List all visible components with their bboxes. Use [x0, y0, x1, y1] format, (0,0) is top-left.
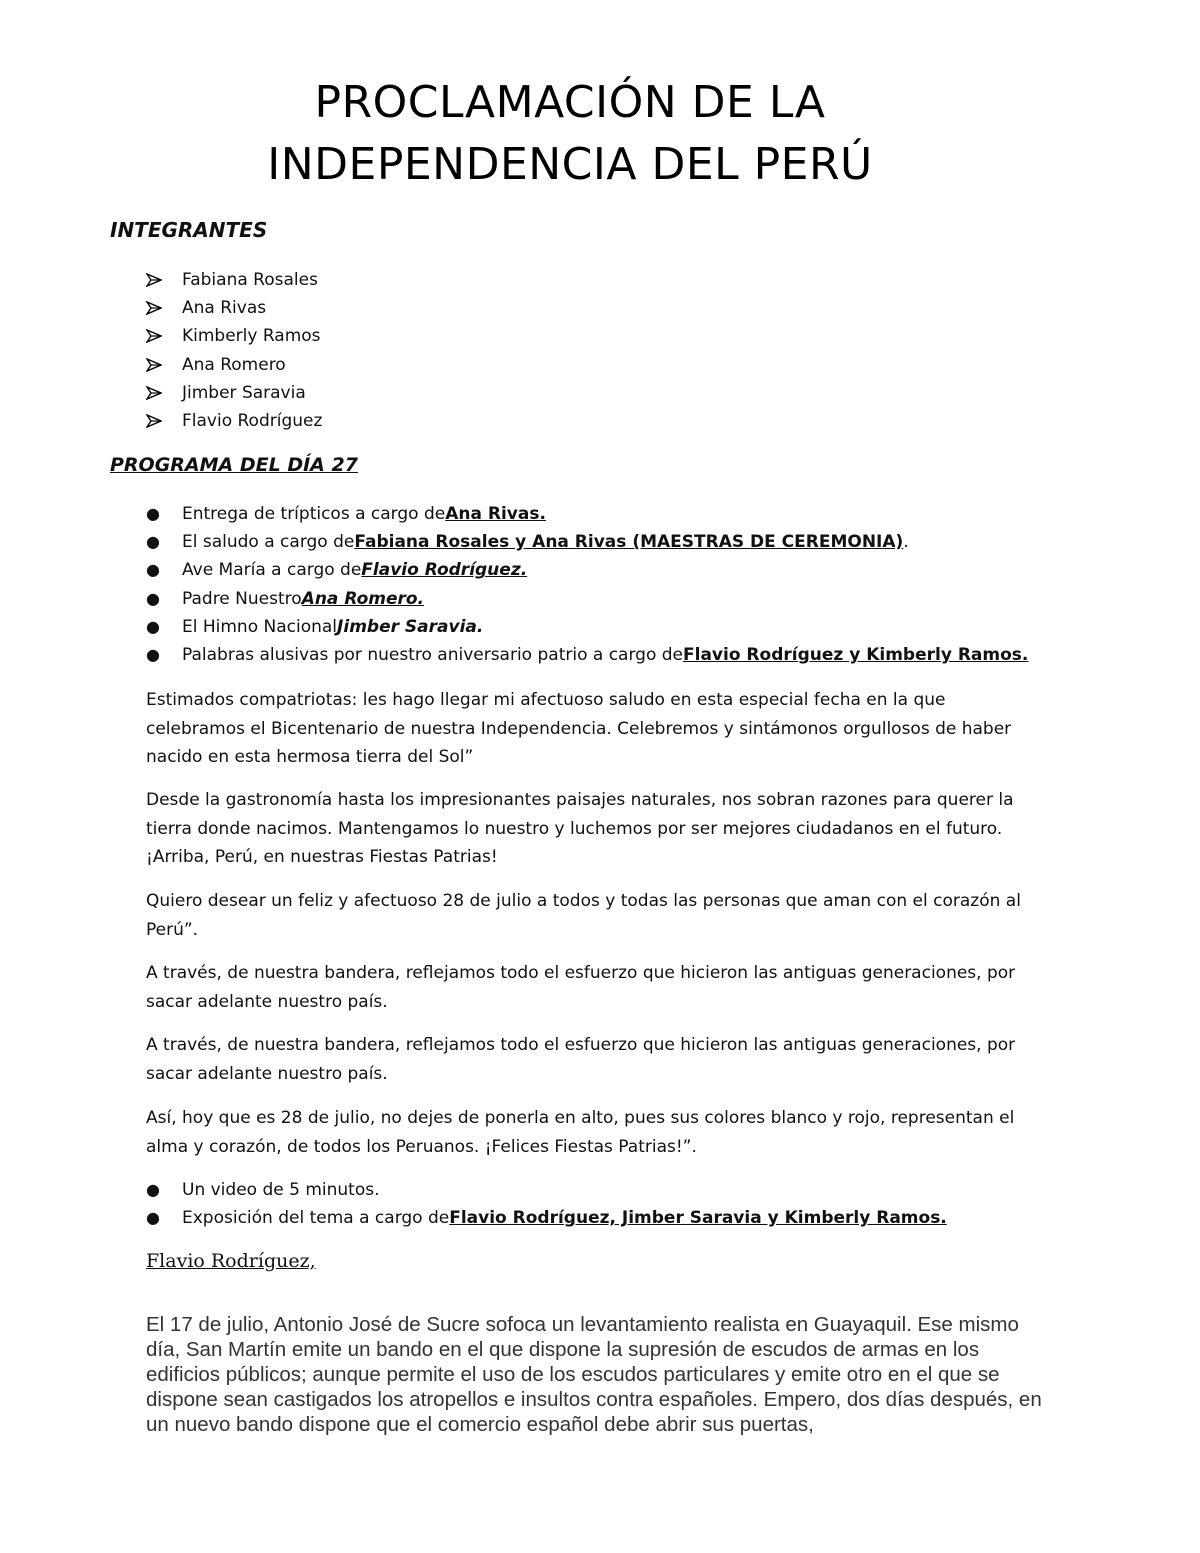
list-item: [146, 407, 322, 435]
member-name: Ana Romero: [182, 354, 286, 375]
arrow-bullet-icon: [146, 414, 182, 428]
item-text: Padre Nuestro: [182, 588, 302, 609]
extra-list: [146, 1176, 947, 1232]
list-item: [146, 528, 1028, 556]
item-text: Ave María a cargo de: [182, 560, 362, 581]
flavio-heading: Flavio Rodríguez,: [146, 1250, 316, 1272]
list-item: [146, 641, 1028, 669]
item-responsible: Flavio Rodríguez y Kimberly Ramos.: [683, 645, 1029, 666]
members-list: [146, 266, 322, 435]
arrow-bullet-icon: [146, 358, 182, 372]
item-text: Palabras alusivas por nuestro aniversario patrio a cargo de: [182, 645, 684, 666]
item-responsible: Flavio Rodríguez, Jimber Saravia y Kimberly Ramos.: [449, 1208, 947, 1229]
member-name: Ana Rivas: [182, 298, 267, 319]
speech-paragraph: A través, de nuestra bandera, reflejamos todo el esfuerzo que hicieron las antiguas generaciones, por sacar adelante nuestro país.: [146, 1035, 1016, 1084]
bullet-dot-icon: ●: [146, 1180, 160, 1200]
arrow-bullet-icon: [146, 301, 182, 315]
item-text: Un video de 5 minutos.: [182, 1180, 380, 1201]
bullet-dot-icon: ●: [146, 1208, 160, 1228]
list-item: [146, 585, 1028, 613]
item-responsible: Jimber Saravia.: [337, 616, 484, 637]
speech-paragraph: Así, hoy que es 28 de julio, no dejes de ponerla en alto, pues sus colores blanco y rojo, representan el alma y corazón, de todos los Peruanos. ¡Felices Fiestas Patrias!”.: [146, 1108, 1015, 1157]
title-line-2: INDEPENDENCIA DEL PERÚ: [267, 139, 873, 190]
list-item: [146, 294, 322, 322]
list-item: [146, 266, 322, 294]
item-after: .: [903, 532, 909, 553]
bullet-dot-icon: ●: [146, 532, 160, 552]
member-name: Flavio Rodríguez: [182, 411, 323, 432]
speech-paragraph: A través, de nuestra bandera, reflejamos todo el esfuerzo que hicieron las antiguas generaciones, por sacar adelante nuestro país.: [146, 963, 1016, 1012]
bullet-dot-icon: ●: [146, 560, 160, 580]
programa-list: [146, 500, 1028, 669]
bullet-dot-icon: ●: [146, 645, 160, 665]
member-name: Kimberly Ramos: [182, 326, 321, 347]
item-responsible: Ana Romero.: [301, 588, 425, 609]
speech-paragraph: Estimados compatriotas: les hago llegar mi afectuoso saludo en esta especial fecha en la que celebramos el Bicentenario de nuestra Independencia. Celebremos y sintámonos orgullosos de haber nacido en esta hermosa tierra del Sol”: [146, 690, 1012, 767]
item-text: El Himno Nacional: [182, 616, 338, 637]
list-item: [146, 351, 322, 379]
bullet-dot-icon: ●: [146, 588, 160, 608]
item-responsible: Flavio Rodríguez.: [361, 560, 528, 581]
item-text: Exposición del tema a cargo de: [182, 1208, 450, 1229]
programa-heading: PROGRAMA DEL DÍA 27: [110, 454, 358, 476]
history-paragraph: El 17 de julio, Antonio José de Sucre sofoca un levantamiento realista en Guayaquil. Ese mismo día, San Martín emite un bando en el que dispone la supresión de escudos de armas en los edificios públicos; aunque permite el uso de los escudos particulares y emite otro en el que se dispone sean castigados los atropellos e insultos contra españoles. Empero, dos días después, en un nuevo bando dispone que el comercio español debe abrir sus puertas,: [146, 1313, 1042, 1436]
title-line-1: PROCLAMACIÓN DE LA: [314, 77, 826, 128]
arrow-bullet-icon: [146, 273, 182, 287]
list-item: [146, 556, 1028, 584]
integrantes-heading: INTEGRANTES: [110, 218, 268, 242]
item-text: Entrega de trípticos a cargo de: [182, 504, 446, 525]
list-item: [146, 1204, 947, 1232]
item-responsible: Ana Rivas.: [445, 504, 546, 525]
list-item: [146, 500, 1028, 528]
list-item: [146, 613, 1028, 641]
document-title: [0, 72, 1140, 196]
member-name: Jimber Saravia: [182, 382, 306, 403]
item-responsible: Fabiana Rosales y Ana Rivas (MAESTRAS DE CEREMONIA): [354, 532, 904, 553]
speech-paragraph: Quiero desear un feliz y afectuoso 28 de julio a todos y todas las personas que aman con el corazón al Perú”.: [146, 891, 1021, 940]
item-text: El saludo a cargo de: [182, 532, 355, 553]
arrow-bullet-icon: [146, 386, 182, 400]
bullet-dot-icon: ●: [146, 616, 160, 636]
list-item: [146, 322, 322, 350]
list-item: [146, 1176, 947, 1204]
arrow-bullet-icon: [146, 329, 182, 343]
list-item: [146, 379, 322, 407]
bullet-dot-icon: ●: [146, 504, 160, 524]
speech-paragraph: Desde la gastronomía hasta los impresionantes paisajes naturales, nos sobran razones para querer la tierra donde nacimos. Mantengamos lo nuestro y luchemos por ser mejores ciudadanos en el futuro. ¡Arriba, Perú, en nuestras Fiestas Patrias!: [146, 790, 1014, 867]
member-name: Fabiana Rosales: [182, 270, 318, 291]
